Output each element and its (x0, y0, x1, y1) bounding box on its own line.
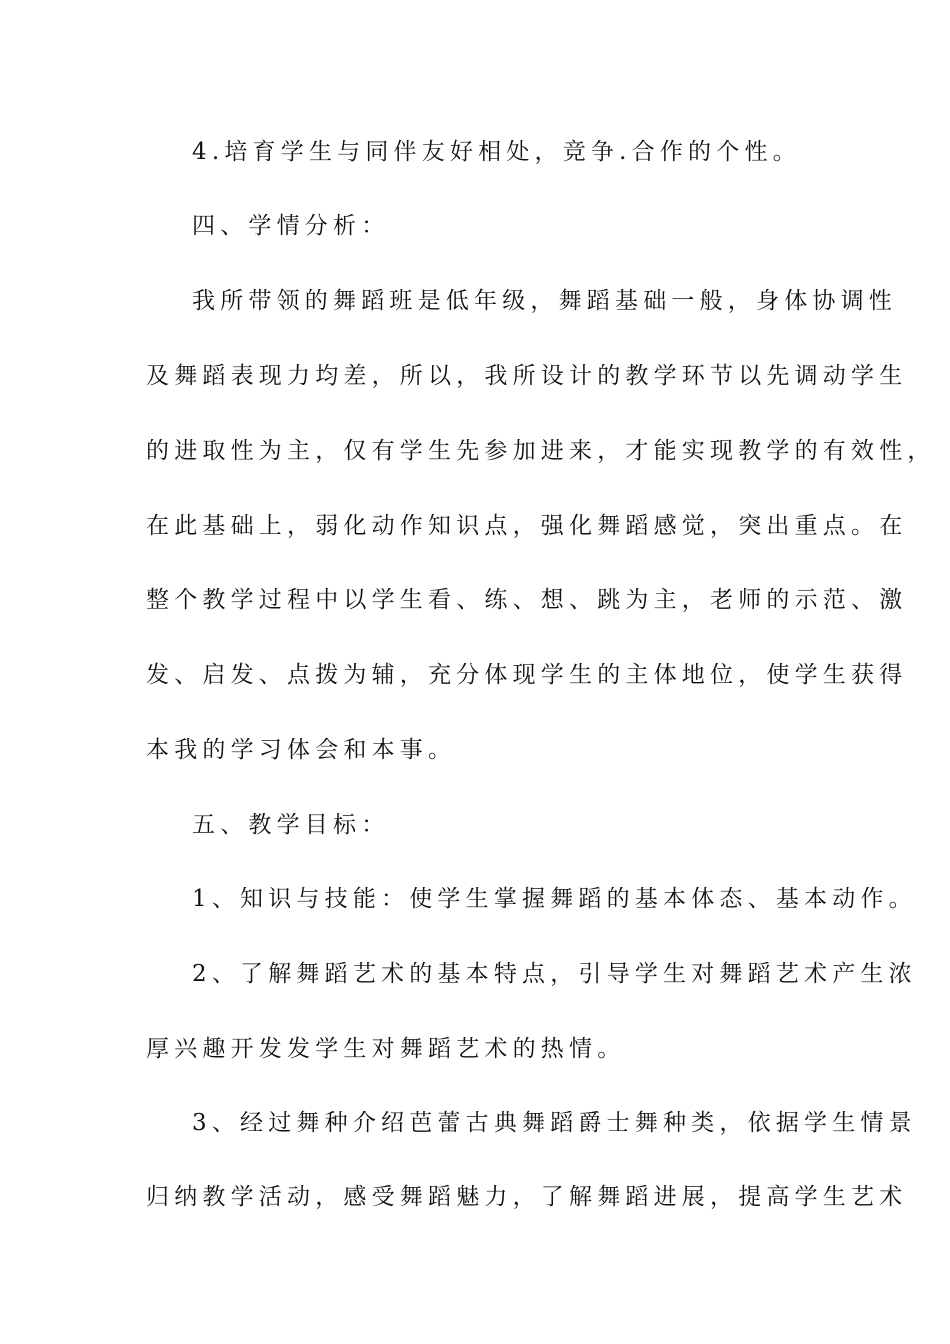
text-line-analysis-5: 整个教学过程中以学生看、练、想、跳为主，老师的示范、激 (146, 587, 908, 613)
text-line-goal-3a: 3、经过舞种介绍芭蕾古典舞蹈爵士舞种类，依据学生情景 (192, 1110, 917, 1136)
text-line-analysis-3: 的进取性为主，仅有学生先参加进来，才能实现教学的有效性， (146, 438, 936, 464)
heading-teaching-goals: 五、教学目标： (192, 812, 390, 838)
text-line-goal-3b: 归纳教学活动，感受舞蹈魅力，了解舞蹈进展，提高学生艺术 (146, 1184, 908, 1210)
text-line-goal-2a: 2、了解舞蹈艺术的基本特点，引导学生对舞蹈艺术产生浓 (192, 961, 917, 987)
text-line-analysis-7: 本我的学习体会和本事。 (146, 737, 457, 763)
text-line-objective-4: 4.培育学生与同伴友好相处，竞争.合作的个性。 (192, 139, 801, 165)
heading-learning-analysis: 四、学情分析： (192, 213, 390, 239)
text-line-goal-2b: 厚兴趣开发发学生对舞蹈艺术的热情。 (146, 1036, 626, 1062)
text-line-analysis-6: 发、启发、点拨为辅，充分体现学生的主体地位，使学生获得 (146, 662, 908, 688)
text-line-analysis-2: 及舞蹈表现力均差，所以，我所设计的教学环节以先调动学生 (146, 363, 908, 389)
text-line-analysis-1: 我所带领的舞蹈班是低年级，舞蹈基础一般，身体协调性 (192, 288, 897, 314)
text-line-analysis-4: 在此基础上，弱化动作知识点，强化舞蹈感觉，突出重点。在 (146, 513, 908, 539)
text-line-goal-1: 1、知识与技能：使学生掌握舞蹈的基本体态、基本动作。 (192, 886, 917, 912)
